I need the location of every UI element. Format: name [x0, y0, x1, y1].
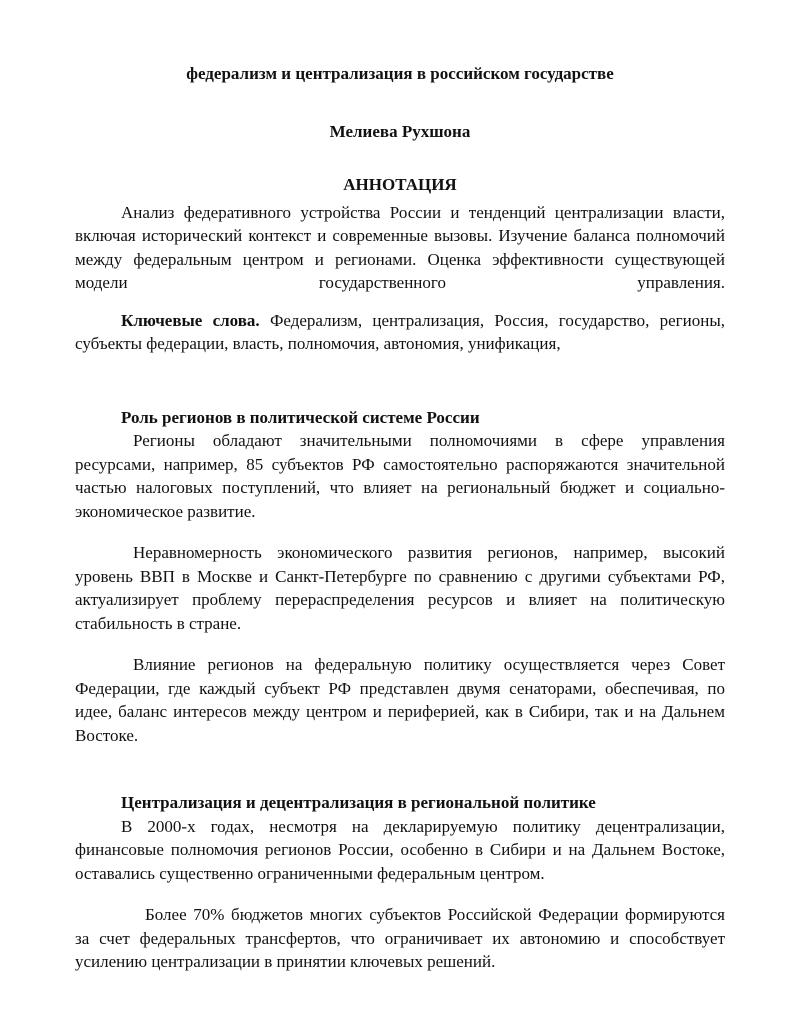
section-paragraph: Более 70% бюджетов многих субъектов Российской Федерации формируются за счет федеральных трансфертов, что ограничивает их автономию и способствует усилению централизации в принятии ключевых решений.: [75, 905, 725, 971]
document-title: федерализм и централизация в российском государстве: [186, 64, 614, 83]
section-paragraph: В 2000-х годах, несмотря на декларируемую политику децентрализации, финансовые полномочия регионов России, особенно в Сибири и на Дальнем Востоке, оставались существенно ограниченными федеральным центром.: [75, 816, 725, 883]
keywords-paragraph: [75, 309, 725, 356]
section-paragraph: Влияние регионов на федеральную политику осуществляется через Совет Федерации, где каждый субъект РФ представлен двумя сенаторами, обеспечивая, по идее, баланс интересов между центром и периферией, как в Сибири, так и на Дальнем Востоке.: [75, 655, 725, 745]
keywords-label: Ключевые слова.: [121, 310, 260, 330]
document-author: Мелиева Рухшона: [329, 121, 471, 141]
section-paragraph: Неравномерность экономического развития регионов, например, высокий уровень ВВП в Москве и Санкт-Петербурге по сравнению с другими субъектами РФ, актуализирует проблему перераспределения ресурсов и влияет на политическую стабильность в стране.: [75, 543, 725, 633]
section-heading: Роль регионов в политической системе России: [121, 407, 480, 427]
document-page: [75, 62, 725, 974]
section-paragraph: Регионы обладают значительными полномочиями в сфере управления ресурсами, например, 85 субъектов РФ самостоятельно распоряжаются значительной частью налоговых поступлений, что влияет на региональный бюджет и социально-экономическое развитие.: [75, 431, 725, 521]
annotation-paragraph: Анализ федеративного устройства России и тенденций централизации власти, включая исторический контекст и современные вызовы. Изучение баланса полномочий между федеральным центром и регионами. Оценка эффективности существующей модели государственного управления.: [75, 202, 725, 292]
annotation-heading: АННОТАЦИЯ: [343, 175, 457, 194]
keywords-text: Федерализм, централизация, Россия, государство, регионы, субъекты федерации, власть, полномочия, автономия, унификация,: [75, 310, 725, 353]
section-heading: Централизация и децентрализация в региональной политике: [121, 793, 596, 812]
